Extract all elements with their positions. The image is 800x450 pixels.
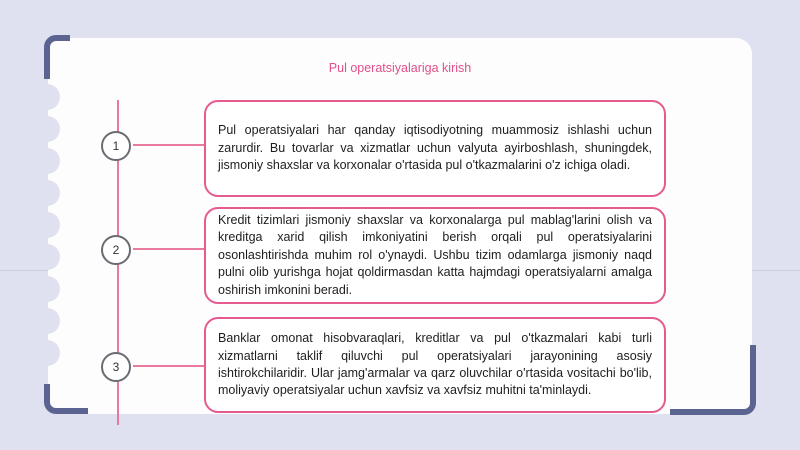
step-2-box [204,207,666,304]
step-2-text: Kredit tizimlari jismoniy shaxslar va korxonalarga pul mablag'larini olish va kreditga xarid qilish imkoniyatini berish orqali pul operatsiyalarini osonlashtirishda muhim rol o'ynaydi. Ushbu tizim odamlarga jismoniy naqd pulni olib yurishga hojat qoldirmasdan katta hajmdagi operatsiyalarni amalga oshirish imkonini beradi. [218,212,652,297]
frame-corner-bottom-right [670,345,756,415]
step-1-number: 1 [101,131,131,161]
step-2-connector [133,248,204,250]
step-1-text: Pul operatsiyalari har qanday iqtisodiyotning muammosiz ishlashi uchun zarurdir. Bu tovarlar va xizmatlar uchun valyuta ayirboshlash, shuningdek, jismoniy shaxslar va korxonalar o'rtasida pul o'tkazmalarini o'z ichiga oladi. [218,123,652,173]
step-2-number: 2 [101,235,131,265]
step-3-box [204,317,666,413]
slide-title: Pul operatsiyalariga kirish [328,61,472,75]
step-3-text: Banklar omonat hisobvaraqlari, kreditlar va pul o'tkazmalari kabi turli xizmatlarni taklif qiluvchi pul operatsiyalari jarayonining asosiy ishtirokchilaridir. Ular jamg'armalar va qarz oluvchilar o'rtasida vositachi bo'lib, moliyaviy operatsiyalar uchun xavfsiz va xavfsiz muhitni ta'minlaydi. [218,331,652,398]
step-1-box [204,100,666,197]
frame-corner-bottom-left [44,384,88,414]
step-3-number: 3 [101,352,131,382]
step-3-connector [133,365,204,367]
step-1-connector [133,144,204,146]
